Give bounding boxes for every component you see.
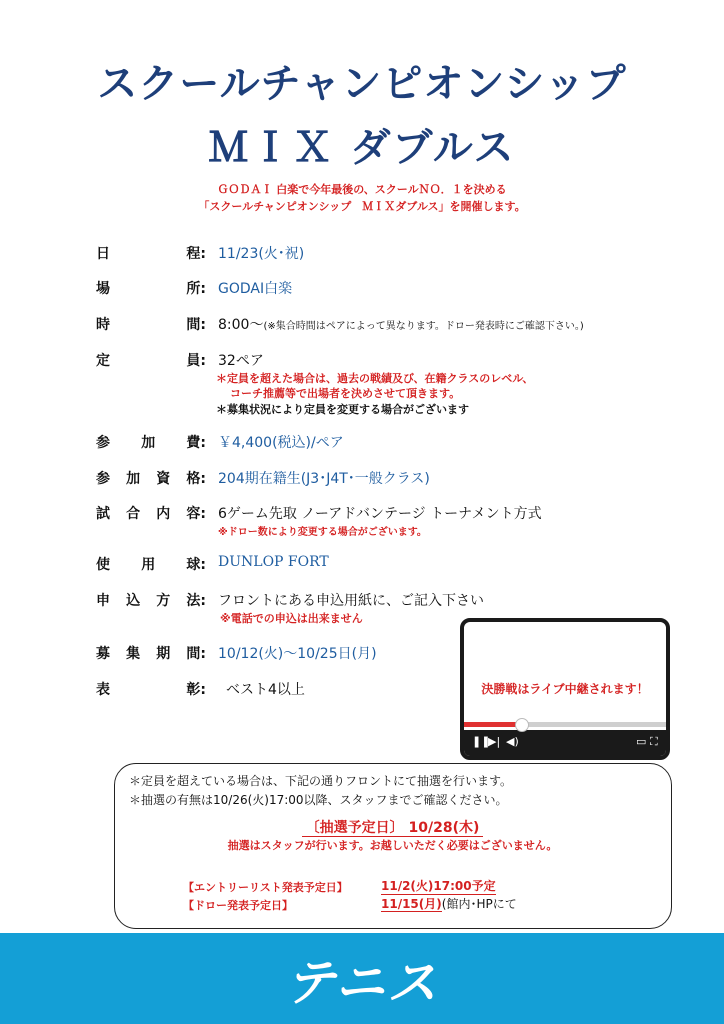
footer-banner (0, 933, 724, 1024)
next-icon[interactable]: ▶| (488, 735, 501, 748)
place-value: GODAI白楽 (218, 281, 293, 297)
period-label: 募 集 期 間: (96, 646, 206, 662)
intro-line-1: ＧＯＤＡＩ 白楽で今年最後の、スクールＮＯ．１を決める (217, 183, 507, 196)
intro-line-2: 「スクールチャンピオンシップ ＭＩＸダブルス」を開催します。 (198, 200, 526, 213)
eligibility-value: 204期在籍生(J3･J4T･一般クラス) (218, 471, 430, 487)
tennis-logo: テニス (285, 954, 439, 1012)
award-value: ベスト4以上 (226, 682, 305, 698)
capacity-note-2: コーチ推薦等で出場者を決めさせて頂きます。 (230, 387, 461, 400)
apply-value: フロントにある申込用紙に、ご記入下さい (218, 593, 484, 609)
page-title: スクールチャンピオンシップ (97, 61, 627, 107)
draw-note: 抽選はスタッフが行います。お越しいただく必要はございません。 (227, 839, 558, 852)
capacity-note-3: ＊募集状況により定員を変更する場合がございます (216, 403, 469, 416)
date-value: 11/23(火･祝) (218, 246, 305, 262)
format-note: ※ドロー数により変更する場合がございます。 (218, 527, 427, 538)
date-label: 日 程: (96, 246, 206, 262)
pause-icon[interactable]: ❚❚ (472, 735, 491, 748)
ball-value: DUNLOP FORT (218, 554, 329, 570)
lottery-line-1: ＊定員を超えている場合は、下記の通りフロントにて抽選を行います。 (129, 774, 513, 788)
live-stream-message: 決勝戦はライブ中継されます！ (481, 682, 649, 696)
apply-note: ※電話での申込は出来ません (220, 612, 363, 625)
capacity-note-1: ＊定員を超えた場合は、過去の戦績及び、在籍クラスのレベル、 (216, 372, 534, 385)
place-label: 場 所: (96, 281, 206, 297)
draw-list-label: 【ドロー発表予定日】 (183, 899, 293, 912)
fee-label: 参 加 費: (96, 435, 206, 451)
draw-date: 〔抽選予定日〕 10/28(木) (115, 817, 670, 837)
time-note: (※集合時間はペアによって異なります。ドロー発表時にご確認下さい。) (263, 321, 584, 332)
entry-list-date: 11/2(火)17:00予定 (381, 879, 496, 893)
volume-icon[interactable]: ◀) (506, 735, 519, 748)
format-label: 試 合 内 容: (96, 506, 206, 522)
entry-list-label: 【エントリーリスト発表予定日】 (183, 881, 348, 894)
video-scrubber-handle[interactable] (515, 718, 529, 732)
lottery-info-box (114, 763, 672, 929)
page-subtitle: ＭＩＸ ダブルス (208, 125, 516, 171)
capacity-value: 32ペア (218, 353, 264, 369)
video-control-bar (464, 730, 666, 756)
fee-value: ￥4,400(税込)/ペア (218, 435, 344, 451)
video-player[interactable] (460, 618, 670, 760)
time-label: 時 間: (96, 317, 206, 333)
video-progress-fill (464, 722, 521, 727)
video-progress-bar[interactable] (464, 722, 666, 727)
lottery-line-2: ＊抽選の有無は10/26(火)17:00以降、スタッフまでご確認ください。 (129, 793, 508, 807)
format-value: 6ゲーム先取 ノーアドバンテージ トーナメント方式 (218, 506, 542, 522)
ball-label: 使 用 球: (96, 557, 206, 573)
draw-list-date: 11/15(月)(館内･HPにて (381, 897, 517, 911)
time-value: 8:00～(※集合時間はペアによって異なります。ドロー発表時にご確認下さい。) (218, 317, 584, 333)
miniplayer-icon[interactable]: ▭ (636, 735, 647, 748)
fullscreen-icon[interactable]: ⛶ (650, 735, 658, 748)
eligibility-label: 参 加 資 格: (96, 471, 206, 487)
award-label: 表 彰: (96, 682, 206, 698)
apply-label: 申 込 方 法: (96, 593, 206, 609)
period-value: 10/12(火)～10/25日(月) (218, 646, 377, 662)
capacity-label: 定 員: (96, 353, 206, 369)
